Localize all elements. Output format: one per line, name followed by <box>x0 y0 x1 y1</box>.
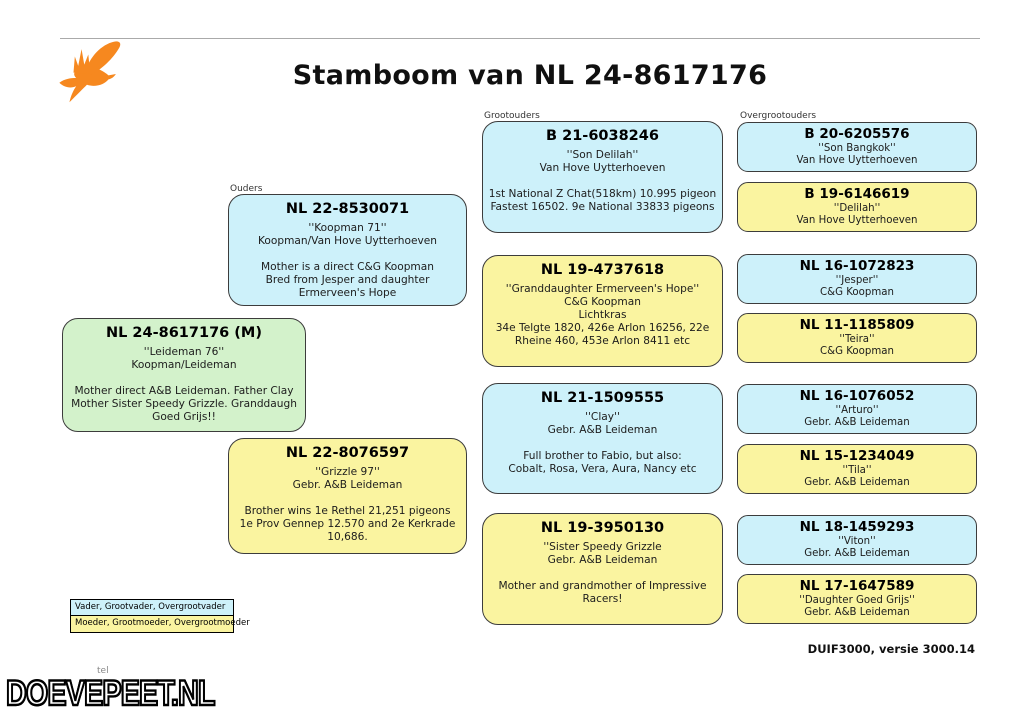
pedigree-line <box>229 248 466 261</box>
pedigree-line: Koopman/Van Hove Uytterhoeven <box>257 235 438 247</box>
pedigree-line: Van Hove Uytterhoeven <box>796 215 918 226</box>
pedigree-line: ''Sister Speedy Grizzle <box>543 541 662 553</box>
pedigree-box-grandfather-maternal <box>482 383 723 494</box>
pedigree-box-ggp-mmm <box>737 574 977 624</box>
pedigree-line <box>483 567 722 580</box>
ring-number: B 19-6146619 <box>804 186 910 202</box>
legend <box>70 599 250 633</box>
box-details <box>229 222 466 300</box>
pedigree-box-grandfather-paternal <box>482 121 723 233</box>
box-details <box>738 275 976 299</box>
pedigree-line: ''Son Bangkok'' <box>818 143 896 154</box>
pedigree-line: Goed Grijs!! <box>152 411 216 423</box>
ring-number: NL 15-1234049 <box>799 448 915 464</box>
legend-female-row: Moeder, Grootmoeder, Overgrootmoeder <box>71 616 233 632</box>
pedigree-line: Gebr. A&B Leideman <box>292 479 403 491</box>
pedigree-line: ''Clay'' <box>585 411 620 423</box>
pedigree-line: Full brother to Fabio, but also: <box>523 450 682 462</box>
pedigree-box-ggp-fmf <box>737 254 977 304</box>
pedigree-line: Mother direct A&B Leideman. Father Clay <box>74 385 294 397</box>
ring-number: NL 17-1647589 <box>799 578 915 594</box>
ring-number: B 20-6205576 <box>804 126 910 142</box>
box-details <box>483 541 722 606</box>
page-title: Stamboom van NL 24-8617176 <box>292 60 768 91</box>
legend-male-row: Vader, Grootvader, Overgrootvader <box>71 600 233 616</box>
ring-number: NL 16-1072823 <box>799 258 915 274</box>
ring-number: NL 18-1459293 <box>799 519 915 535</box>
column-label-overgrootouders: Overgrootouders <box>740 111 817 121</box>
pedigree-line: 1st National Z Chat(518km) 10.995 pigeon <box>488 188 717 200</box>
pedigree-box-ggp-fmm <box>737 313 977 363</box>
header-divider <box>60 38 980 39</box>
pedigree-line: Mother is a direct C&G Koopman <box>261 261 434 273</box>
pedigree-box-ggp-mff <box>737 384 977 434</box>
pedigree-line: C&G Koopman <box>820 287 894 298</box>
pedigree-box-ggp-mfm <box>737 444 977 494</box>
pedigree-line: Gebr. A&B Leideman <box>547 424 658 436</box>
pedigree-line: Van Hove Uytterhoeven <box>539 162 666 174</box>
pedigree-line: ''Daughter Goed Grijs'' <box>799 595 915 606</box>
pedigree-line: Fastest 16502. 9e National 33833 pigeons <box>490 201 715 213</box>
box-details <box>738 595 976 619</box>
box-details <box>483 283 722 348</box>
pedigree-line: ''Tila'' <box>842 465 872 476</box>
pedigree-line: ''Koopman 71'' <box>308 222 387 234</box>
app-version-label: DUIF3000, versie 3000.14 <box>807 642 975 656</box>
pedigree-line: C&G Koopman <box>564 296 641 308</box>
pedigree-line: Koopman/Leideman <box>131 359 237 371</box>
column-label-grootouders: Grootouders <box>484 111 540 121</box>
pedigree-line: C&G Koopman <box>820 346 894 357</box>
pedigree-line: Gebr. A&B Leideman <box>804 477 910 488</box>
pedigree-line: Racers! <box>582 593 623 605</box>
ring-number: NL 19-3950130 <box>540 520 665 536</box>
pedigree-line: Mother and grandmother of Impressive <box>498 580 707 592</box>
pedigree-line <box>63 372 305 385</box>
pedigree-line: Mother Sister Speedy Grizzle. Granddaugh <box>71 398 297 410</box>
pedigree-line: ''Granddaughter Ermerveen's Hope'' <box>505 283 700 295</box>
pedigree-line: 10,686. <box>327 531 368 543</box>
box-details <box>483 411 722 476</box>
pedigree-line: Ermerveen's Hope <box>298 287 397 299</box>
box-details <box>738 334 976 358</box>
pedigree-line: ''Delilah'' <box>833 203 881 214</box>
ring-number: NL 21-1509555 <box>540 390 665 406</box>
box-details <box>483 149 722 214</box>
box-details <box>229 466 466 544</box>
ring-number: NL 11-1185809 <box>799 317 915 333</box>
pedigree-line: ''Grizzle 97'' <box>315 466 380 478</box>
pedigree-line <box>483 175 722 188</box>
box-details <box>738 143 976 167</box>
pedigree-box-ggp-mmf <box>737 515 977 565</box>
pedigree-line: ''Son Delilah'' <box>566 149 639 161</box>
pedigree-line: Brother wins 1e Rethel 21,251 pigeons <box>244 505 451 517</box>
pedigree-line: Cobalt, Rosa, Vera, Aura, Nancy etc <box>508 463 697 475</box>
pedigree-box-father <box>228 194 467 306</box>
pedigree-line: Gebr. A&B Leideman <box>804 607 910 618</box>
pedigree-line: Rheine 460, 453e Arlon 8411 etc <box>514 335 691 347</box>
pedigree-line: 1e Prov Gennep 12.570 and 2e Kerkrade <box>239 518 456 530</box>
box-details <box>738 405 976 429</box>
ring-number: NL 22-8530071 <box>285 201 410 217</box>
ring-number: NL 24-8617176 (M) <box>106 325 262 341</box>
box-details <box>738 536 976 560</box>
pedigree-line: ''Leideman 76'' <box>143 346 225 358</box>
ring-number: NL 19-4737618 <box>540 262 665 278</box>
pedigree-box-subject <box>62 318 306 432</box>
watermark: DOEVEPEET.NL <box>6 674 215 713</box>
pedigree-line: Van Hove Uytterhoeven <box>796 155 918 166</box>
tel-note: tel <box>97 666 109 676</box>
pedigree-line: Gebr. A&B Leideman <box>804 417 910 428</box>
pedigree-box-ggp-fff <box>737 122 977 172</box>
column-label-ouders: Ouders <box>230 184 263 194</box>
pedigree-line: Lichtkras <box>578 309 627 321</box>
pedigree-box-grandmother-maternal <box>482 513 723 625</box>
pedigree-line: ''Viton'' <box>838 536 876 547</box>
box-details <box>738 465 976 489</box>
pedigree-box-grandmother-paternal <box>482 255 723 367</box>
pedigree-line: ''Jesper'' <box>835 275 879 286</box>
pedigree-line: Gebr. A&B Leideman <box>804 548 910 559</box>
pedigree-line: Gebr. A&B Leideman <box>547 554 658 566</box>
pedigree-line: 34e Telgte 1820, 426e Arlon 16256, 22e <box>495 322 710 334</box>
pedigree-line <box>483 437 722 450</box>
box-details <box>63 346 305 424</box>
ring-number: B 21-6038246 <box>546 128 659 144</box>
box-details <box>738 203 976 227</box>
pedigree-line: ''Teira'' <box>839 334 875 345</box>
pedigree-box-mother <box>228 438 467 554</box>
pedigree-line <box>229 492 466 505</box>
pedigree-box-ggp-ffm <box>737 182 977 232</box>
pedigree-line: Bred from Jesper and daughter <box>265 274 430 286</box>
pedigree-line: ''Arturo'' <box>835 405 879 416</box>
ring-number: NL 16-1076052 <box>799 388 915 404</box>
ring-number: NL 22-8076597 <box>285 445 410 461</box>
